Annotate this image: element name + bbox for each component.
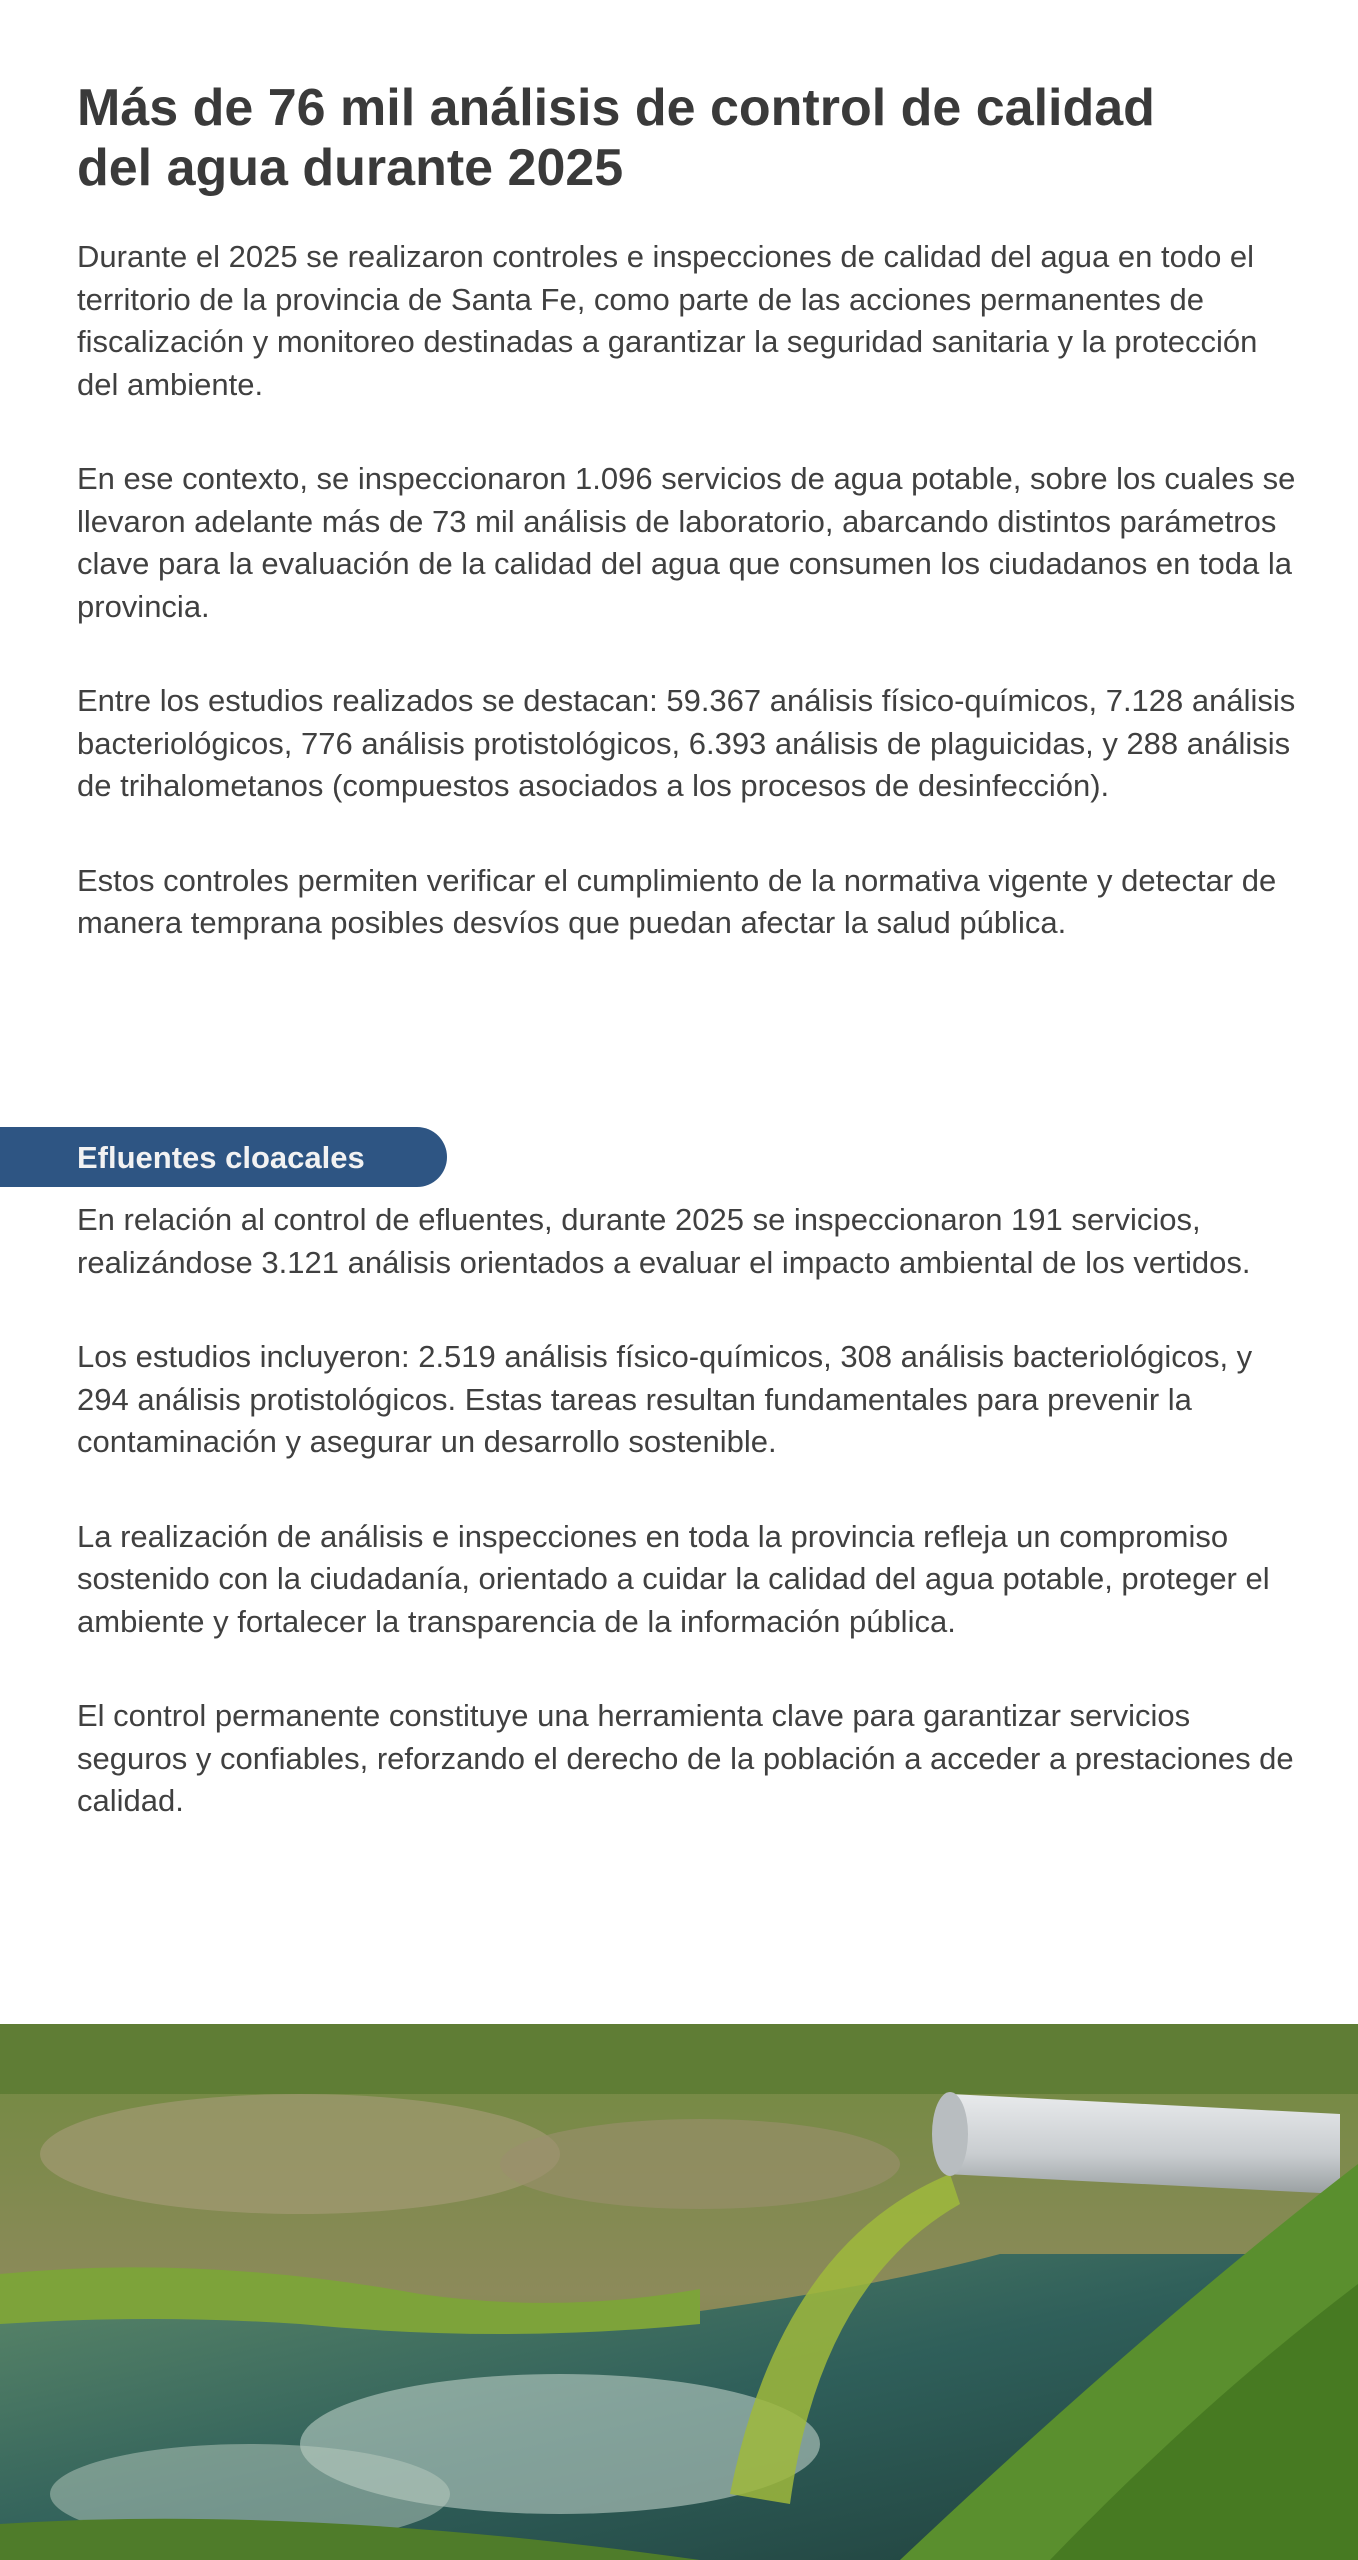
paragraph: Entre los estudios realizados se destacan: 59.367 análisis físico-químicos, 7.128 análisis bacteriológicos, 776 análisis protistológicos, 6.393 análisis de plaguicidas, y 288 análisis de trihalometanos (compuestos asociados a los procesos de desinfección). [77,683,1296,803]
paragraph: En relación al control de efluentes, durante 2025 se inspeccionaron 191 servicios, realizándose 3.121 análisis orientados a evaluar el impacto ambiental de los vertidos. [77,1202,1251,1280]
paragraph: Los estudios incluyeron: 2.519 análisis físico-químicos, 308 análisis bacteriológicos, y 294 análisis protistológicos. Estas tareas resultan fundamentales para prevenir la contaminación y asegurar un desarrollo sostenible. [77,1339,1253,1459]
paragraph: En ese contexto, se inspeccionaron 1.096 servicios de agua potable, sobre los cuales se llevaron adelante más de 73 mil análisis de laboratorio, abarcando distintos parámetros clave para la evaluación de la calidad del agua que consumen los ciudadanos en toda la provincia. [77,461,1296,624]
paragraph: El control permanente constituye una herramienta clave para garantizar servicios seguros y confiables, reforzando el derecho de la población a acceder a prestaciones de calidad. [77,1698,1294,1818]
paragraph: Estos controles permiten verificar el cumplimiento de la normativa vigente y detectar de manera temprana posibles desvíos que puedan afectar la salud pública. [77,862,1277,940]
paragraph: Durante el 2025 se realizaron controles e inspecciones de calidad del agua en todo el territorio de la provincia de Santa Fe, como parte de las acciones permanentes de fiscalización y monitoreo destinadas a garantizar la seguridad sanitaria y la protección del ambiente. [77,239,1258,402]
section-badge [0,1127,447,1187]
section-heading: Efluentes cloacales [77,1140,365,1175]
article-section [77,1199,1297,1875]
article-intro [77,78,1297,997]
paragraph: La realización de análisis e inspecciones en toda la provincia refleja un compromiso sostenido con la ciudadanía, orientado a cuidar la calidad del agua potable, proteger el ambiente y fortalecer la transparencia de la información pública. [77,1518,1270,1639]
effluent-pipe-photo [0,2024,1358,2560]
page-title: Más de 76 mil análisis de control de calidad del agua durante 2025 [77,79,1155,197]
